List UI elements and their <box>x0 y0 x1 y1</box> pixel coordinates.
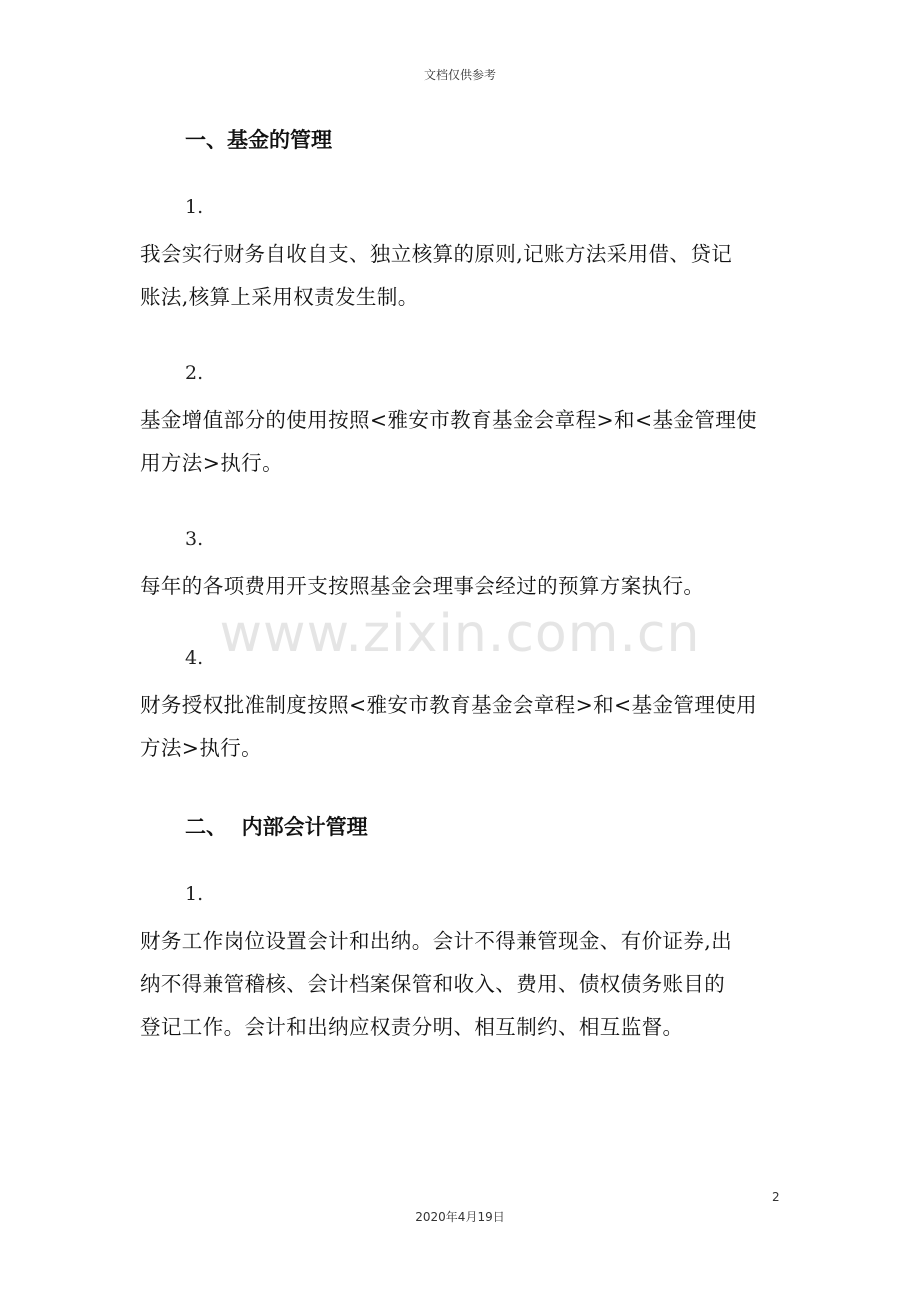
footer-date: 2020年4月19日 <box>415 1210 505 1224</box>
item-number: 2. <box>185 362 204 384</box>
item-number: 4. <box>185 647 204 669</box>
item-number: 3. <box>185 528 204 550</box>
section-heading-1: 一、基金的管理 <box>185 128 332 152</box>
paragraph <box>140 684 780 770</box>
section-heading-2: 二、 内部会计管理 <box>185 815 368 839</box>
item-number: 1. <box>185 883 204 905</box>
paragraph <box>140 920 780 1049</box>
paragraph-line: 财务授权批准制度按照<雅安市教育基金会章程>和<基金管理使用 <box>140 693 758 717</box>
page-number: 2 <box>772 1190 780 1204</box>
paragraph-line: 登记工作。会计和出纳应权责分明、相互制约、相互监督。 <box>140 1015 684 1039</box>
paragraph-line: 方法>执行。 <box>140 736 263 760</box>
watermark: www.zixin.com.cn <box>219 604 701 664</box>
header-note: 文档仅供参考 <box>423 68 496 82</box>
paragraph <box>140 399 780 485</box>
paragraph-line: 基金增值部分的使用按照<雅安市教育基金会章程>和<基金管理使 <box>140 408 758 432</box>
paragraph-line: 纳不得兼管稽核、会计档案保管和收入、费用、债权债务账目的 <box>140 972 726 996</box>
paragraph <box>140 233 780 319</box>
paragraph-line: 账法,核算上采用权责发生制。 <box>140 285 419 309</box>
paragraph <box>140 565 780 608</box>
item-number: 1. <box>185 196 204 218</box>
paragraph-line: 我会实行财务自收自支、独立核算的原则,记账方法采用借、贷记 <box>140 242 733 266</box>
paragraph-line: 每年的各项费用开支按照基金会理事会经过的预算方案执行。 <box>140 574 705 598</box>
paragraph-line: 财务工作岗位设置会计和出纳。会计不得兼管现金、有价证券,出 <box>140 929 733 953</box>
paragraph-line: 用方法>执行。 <box>140 451 283 475</box>
